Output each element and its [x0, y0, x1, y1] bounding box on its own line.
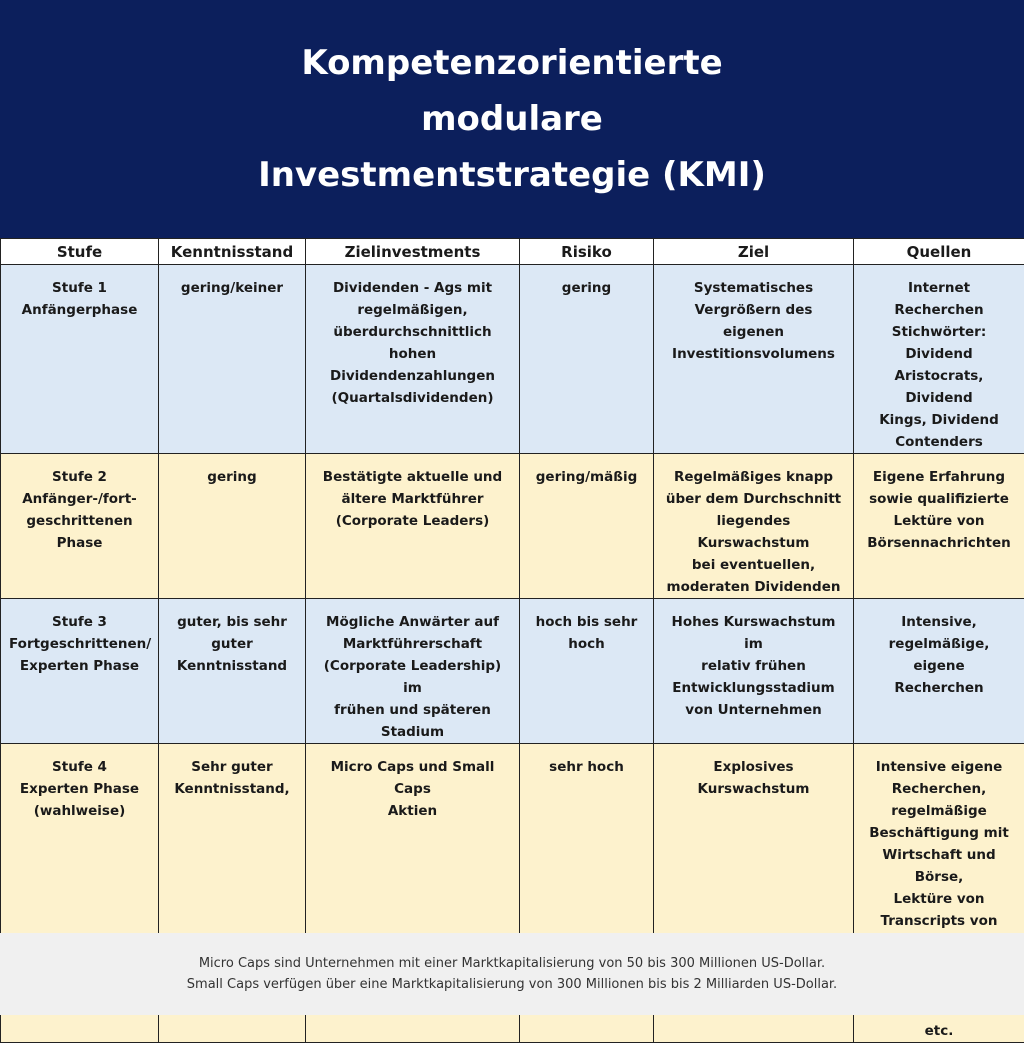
page-title-line-3: Investmentstrategie (KMI) [258, 147, 766, 203]
cell-text-line: Stadium [314, 721, 511, 743]
cell-text-line: Vergrößern des eigenen [662, 299, 845, 343]
page-header [0, 0, 1024, 238]
cell-stufe [1, 599, 159, 744]
cell-ziel [654, 599, 854, 744]
cell-text-line: regelmäßigen, [314, 299, 511, 321]
cell-text-line: (Corporate Leadership) im [314, 655, 511, 699]
cell-text-line: Beschäftigung mit [862, 822, 1016, 844]
footnote-line-micro-caps: Micro Caps sind Unternehmen mit einer Marktkapitalisierung von 50 bis 300 Millionen US-Dollar. [199, 953, 825, 974]
cell-text-line: Sehr guter [167, 756, 297, 778]
cell-text-line: Stufe 1 [9, 277, 150, 299]
cell-risiko [520, 265, 654, 454]
cell-text-line: Lektüre von [862, 510, 1016, 532]
cell-text-line: Eigene Erfahrung [862, 466, 1016, 488]
cell-text-line: gering [528, 277, 645, 299]
cell-text-line: hoch bis sehr [528, 611, 645, 633]
cell-text-line: Internet Recherchen [862, 277, 1016, 321]
column-header-quellen: Quellen [854, 239, 1024, 265]
cell-text-line: Transcripts von [862, 910, 1016, 932]
table-row [1, 599, 1024, 744]
cell-text-line: gering/keiner [167, 277, 297, 299]
column-header-kenntnisstand: Kenntnisstand [159, 239, 306, 265]
cell-text-line: Börsennachrichten [862, 532, 1016, 554]
cell-text-line: Intensive eigene [862, 756, 1016, 778]
cell-text-line: bei eventuellen, [662, 554, 845, 576]
cell-text-line: Experten Phase [9, 778, 150, 800]
cell-text-line: Recherchen [862, 677, 1016, 699]
cell-kenntnisstand [159, 265, 306, 454]
cell-text-line: guter, bis sehr [167, 611, 297, 633]
cell-text-line: Dividenden - Ags mit [314, 277, 511, 299]
cell-text-line: relativ frühen [662, 655, 845, 677]
cell-text-line: Marktführerschaft [314, 633, 511, 655]
cell-text-line: frühen und späteren [314, 699, 511, 721]
cell-text-line: Fortgeschrittenen/ [9, 633, 150, 655]
cell-text-line: Wirtschaft und Börse, [862, 844, 1016, 888]
cell-text-line: regelmäßige, eigene [862, 633, 1016, 677]
cell-text-line: Phase [9, 532, 150, 554]
table-row [1, 265, 1024, 454]
footnote-line-small-caps: Small Caps verfügen über eine Marktkapitalisierung von 300 Millionen bis bis 2 Milliarden US-Dollar. [187, 974, 837, 995]
cell-text-line: Bestätigte aktuelle und [314, 466, 511, 488]
cell-text-line: (Quartalsdividenden) [314, 387, 511, 409]
cell-stufe [1, 454, 159, 599]
cell-text-line: Dividendenzahlungen [314, 365, 511, 387]
cell-text-line: liegendes Kurswachstum [662, 510, 845, 554]
cell-text-line: Anfänger-/fort- [9, 488, 150, 510]
cell-kenntnisstand [159, 599, 306, 744]
cell-text-line: Kurswachstum [662, 778, 845, 800]
table-row [1, 454, 1024, 599]
cell-stufe [1, 265, 159, 454]
cell-quellen [854, 265, 1024, 454]
cell-text-line: guter [167, 633, 297, 655]
cell-text-line: (wahlweise) [9, 800, 150, 822]
cell-text-line: ältere Marktführer [314, 488, 511, 510]
page-title-line-2: modulare [421, 91, 603, 147]
cell-text-line: gering [167, 466, 297, 488]
cell-text-line: etc. [862, 1020, 1016, 1042]
cell-text-line: Stufe 3 [9, 611, 150, 633]
cell-text-line: Micro Caps und Small Caps [314, 756, 511, 800]
cell-ziel [654, 454, 854, 599]
cell-text-line: moderaten Dividenden [662, 576, 845, 598]
cell-text-line: geschrittenen [9, 510, 150, 532]
cell-text-line: Recherchen, [862, 778, 1016, 800]
cell-quellen [854, 454, 1024, 599]
cell-text-line: über dem Durchschnitt [662, 488, 845, 510]
cell-text-line: Stichwörter: Dividend [862, 321, 1016, 365]
footnote [0, 933, 1024, 1015]
cell-text-line: Lektüre von [862, 888, 1016, 910]
table-header-row [1, 239, 1024, 265]
cell-text-line: regelmäßige [862, 800, 1016, 822]
cell-text-line: Systematisches [662, 277, 845, 299]
cell-text-line: gering/mäßig [528, 466, 645, 488]
cell-text-line: Investitionsvolumens [662, 343, 845, 365]
cell-text-line: Aristocrats, Dividend [862, 365, 1016, 409]
cell-text-line: Kenntnisstand [167, 655, 297, 677]
cell-text-line: Entwicklungsstadium [662, 677, 845, 699]
cell-text-line: Intensive, [862, 611, 1016, 633]
cell-text-line: hoch [528, 633, 645, 655]
cell-text-line: Stufe 2 [9, 466, 150, 488]
cell-text-line: Explosives [662, 756, 845, 778]
cell-text-line: Kings, Dividend [862, 409, 1016, 431]
cell-text-line: von Unternehmen [662, 699, 845, 721]
cell-zielinvestments [306, 599, 520, 744]
cell-risiko [520, 599, 654, 744]
cell-risiko [520, 454, 654, 599]
cell-text-line: Contenders [862, 431, 1016, 453]
cell-text-line: Experten Phase [9, 655, 150, 677]
cell-text-line: Stufe 4 [9, 756, 150, 778]
cell-quellen [854, 599, 1024, 744]
cell-text-line: Kenntnisstand, [167, 778, 297, 800]
cell-text-line: sehr hoch [528, 756, 645, 778]
column-header-risiko: Risiko [520, 239, 654, 265]
cell-zielinvestments [306, 265, 520, 454]
column-header-zielinvestments: Zielinvestments [306, 239, 520, 265]
cell-kenntnisstand [159, 454, 306, 599]
cell-text-line: Anfängerphase [9, 299, 150, 321]
cell-zielinvestments [306, 454, 520, 599]
cell-text-line: Mögliche Anwärter auf [314, 611, 511, 633]
cell-text-line: überdurchschnittlich hohen [314, 321, 511, 365]
cell-text-line: (Corporate Leaders) [314, 510, 511, 532]
cell-text-line: sowie qualifizierte [862, 488, 1016, 510]
column-header-stufe: Stufe [1, 239, 159, 265]
cell-text-line: Hohes Kurswachstum im [662, 611, 845, 655]
column-header-ziel: Ziel [654, 239, 854, 265]
cell-text-line: Aktien [314, 800, 511, 822]
cell-ziel [654, 265, 854, 454]
cell-text-line: Regelmäßiges knapp [662, 466, 845, 488]
kmi-table [0, 238, 1024, 1043]
page-title-line-1: Kompetenzorientierte [301, 35, 722, 91]
